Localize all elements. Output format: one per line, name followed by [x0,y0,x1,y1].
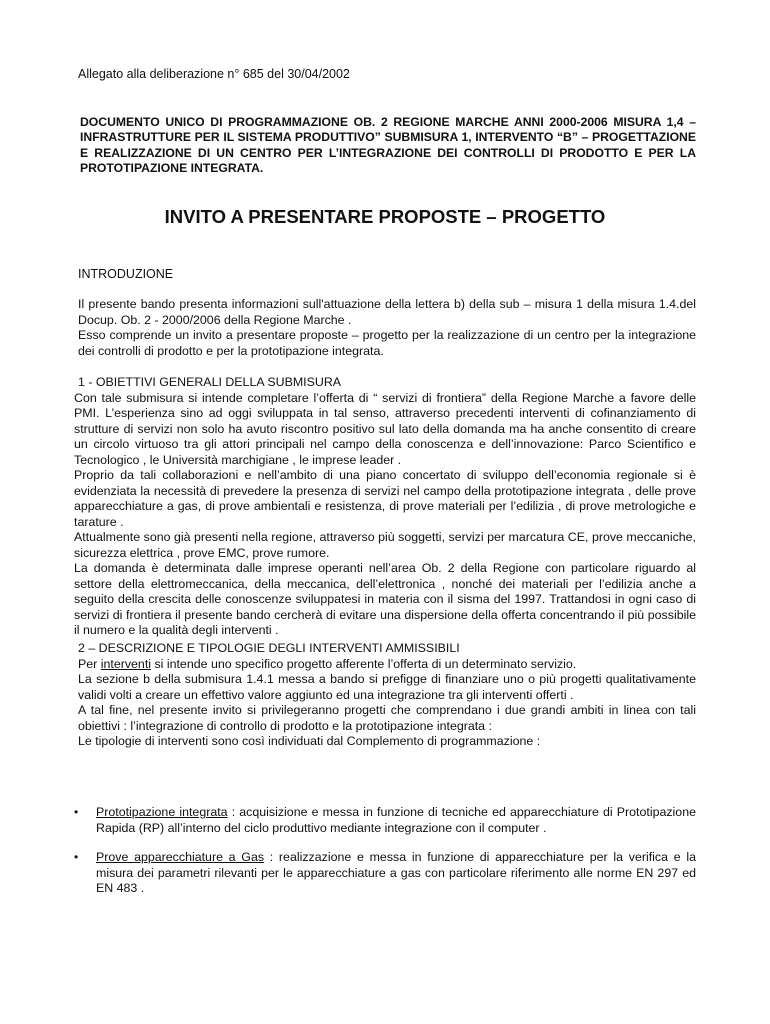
list-item [74,805,696,836]
list-item [74,850,696,897]
section-2-paragraph-3: A tal fine, nel presente invito si privilegeranno progetti che comprendano i due grandi ambiti in linea con tali obiettivi : l’integrazione di controllo di prodotto e la prototipazione integrata : [78,703,696,733]
section-1-paragraph-4: La domanda è determinata dalle imprese operanti nell’area Ob. 2 della Regione con particolare riguardo al settore della elettromeccanica, della meccanica, dell’elettronica , nonché dei materiali per l’edilizia anche a seguito della crescita delle conoscenze sviluppatesi in materia con il sisma del 1997. Trattandosi in ogni caso di servizi di frontiera il presente bando cercherà di evitare una dispersione della offerta concentrando il più possibile il numero e la qualità degli interventi . [74,561,696,637]
list-item-text: : realizzazione e messa in funzione di apparecchiature per la verifica e la misura dei parametri rilevanti per le apparecchiature a gas con particolare riferimento alle norme EN 297 ed EN 483 . [96,850,696,895]
bullet-icon: • [74,850,79,864]
list-item-text: : acquisizione e messa in funzione di tecniche ed apparecchiature di Prototipazione Rapida (RP) all’interno del ciclo produttivo mediante integrazione con il computer . [96,805,696,835]
interventi-term: interventi [100,656,152,671]
bullet-icon: • [74,805,79,819]
section-1-paragraph-3: Attualmente sono già presenti nella regione, attraverso più soggetti, servizi per marcatura CE, prove meccaniche, sicurezza elettrica , prove EMC, prove rumore. [74,530,696,560]
list-item-term: Prove apparecchiature a Gas [96,850,265,864]
section-2-p1-pre: Per [78,656,101,671]
attachment-reference: Allegato alla deliberazione n° 685 del 30/04/2002 [78,67,350,81]
section-1-paragraph-1: Con tale submisura si intende completare l’offerta di “ servizi di frontiera” della Regione Marche a favore delle PMI. L’esperienza sino ad oggi sviluppata in tal senso, attraverso precedenti interventi di cofinanziamento di strutture di servizi non solo ha avuto riscontro positivo sul lato della domanda ma ha anche consentito di creare un circolo virtuoso tra gli attori principali nel campo della conoscenza e dell’innovazione: Parco Scientifico e Tecnologico , le Università marchigiane , le imprese leader . [74,390,696,467]
section-1-paragraph-2: Proprio da tali collaborazioni e nell’ambito di una piano concertato di sviluppo dell’economia regionale si è evidenziata la necessità di prevedere la presenza di servizi nel campo della prototipazione integrata , delle prove apparecchiature a gas, di prove ambientali e resistenza, di prove materiali per l’edilizia , di prove metrologiche e tarature . [74,468,696,529]
section-2-heading: 2 – DESCRIZIONE E TIPOLOGIE DEGLI INTERVENTI AMMISSIBILI [78,641,460,655]
section-2-p1-post: si intende uno specifico progetto afferente l’offerta di un determinato servizio. [151,656,577,671]
document-header: DOCUMENTO UNICO DI PROGRAMMAZIONE OB. 2 REGIONE MARCHE ANNI 2000-2006 MISURA 1,4 – INFRASTRUTTURE PER IL SISTEMA PRODUTTIVO” SUBMISURA 1, INTERVENTO “B” – PROGETTAZIONE E REALIZZAZIONE DI UN CENTRO PER L’INTEGRAZIONE DEI CONTROLLI DI PRODOTTO E PER LA PROTOTIPAZIONE INTEGRATA. [80,115,696,176]
section-1 [74,375,696,639]
section-2 [74,641,696,750]
intro-paragraph-1: Il presente bando presenta informazioni sull'attuazione della lettera b) della sub – misura 1 della misura 1.4.del Docup. Ob. 2 - 2000/2006 della Regione Marche . [78,297,696,327]
intro-section [74,297,696,359]
section-2-paragraph-1 [74,657,696,673]
page-title: INVITO A PRESENTARE PROPOSTE – PROGETTO [164,206,606,227]
section-1-heading: 1 - OBIETTIVI GENERALI DELLA SUBMISURA [78,375,342,389]
intro-paragraph-2: Esso comprende un invito a presentare proposte – progetto per la realizzazione di un centro per la integrazione dei controlli di prodotto e per la prototipazione integrata. [78,328,696,358]
section-2-paragraph-2: La sezione b della submisura 1.4.1 messa a bando si prefigge di finanziare uno o più progetti qualitativamente validi volti a creare un effettivo valore aggiunto ed una integrazione tra gli interventi offerti . [78,672,696,702]
intervention-list [74,805,696,911]
list-item-term: Prototipazione integrata [96,805,228,819]
section-2-paragraph-4: Le tipologie di interventi sono così individuati dal Complemento di programmazione : [78,734,541,748]
intro-heading: INTRODUZIONE [78,267,174,281]
